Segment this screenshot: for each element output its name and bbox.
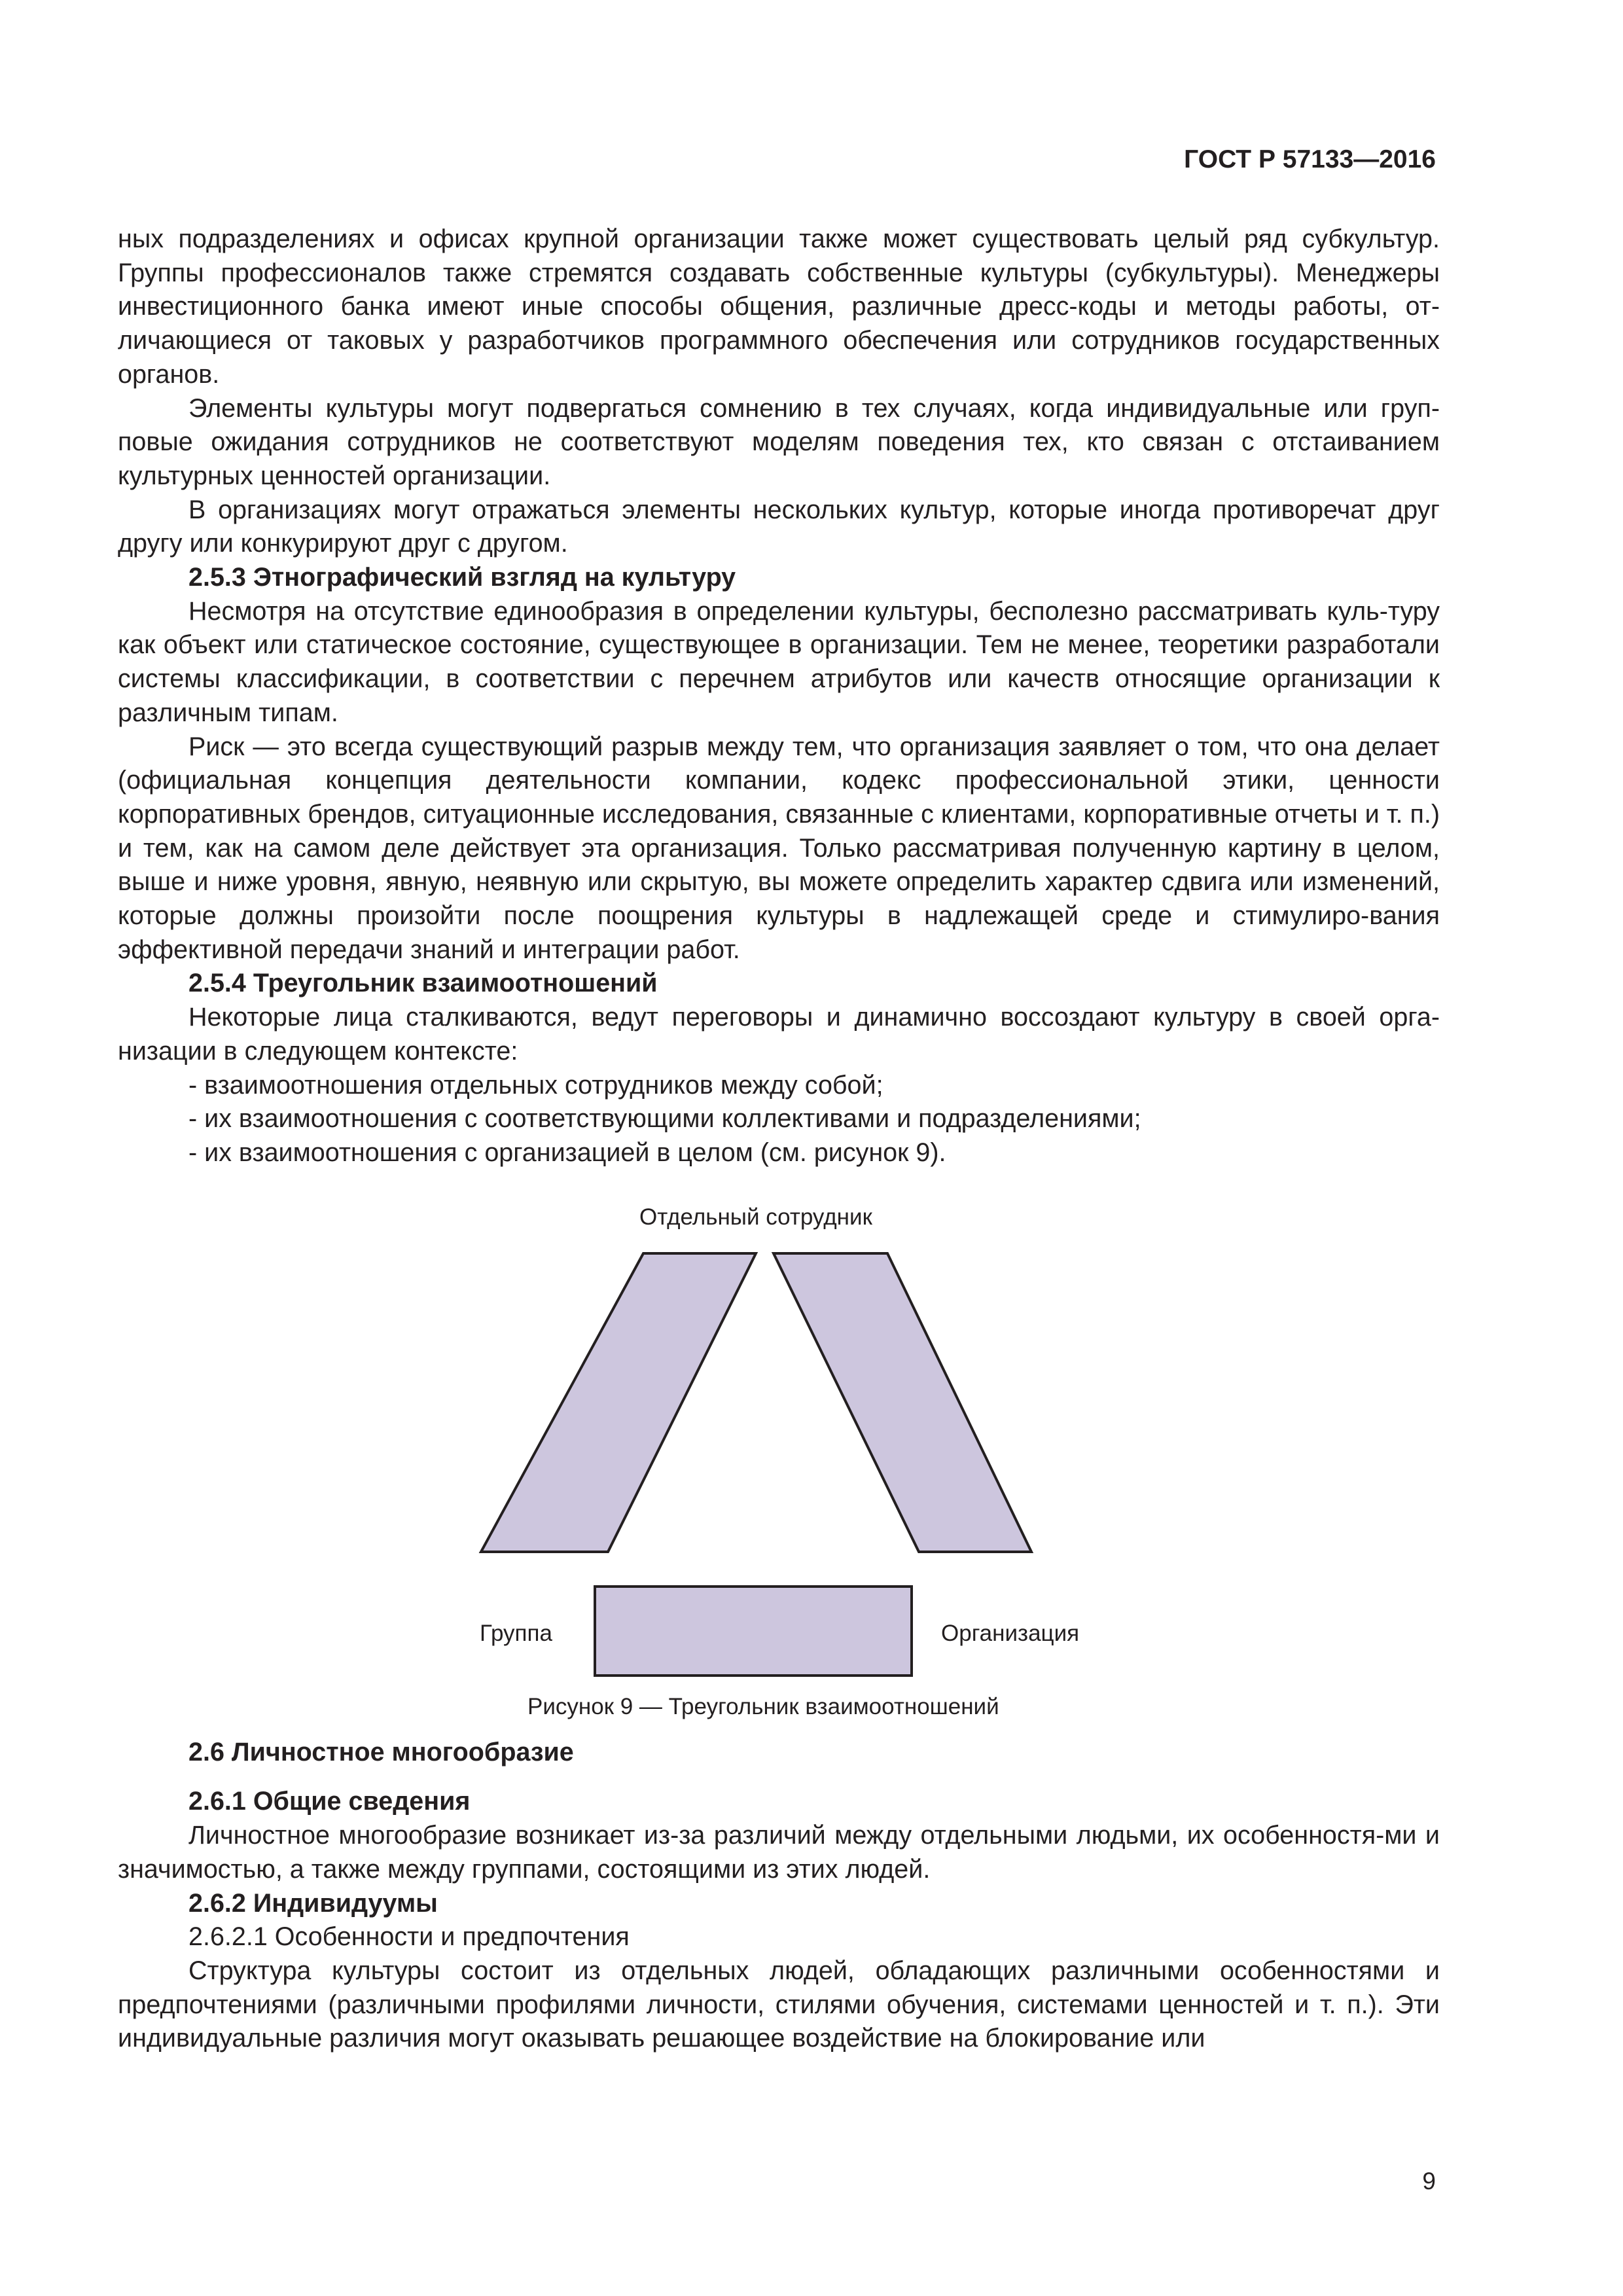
section-heading-2-5-3: 2.5.3 Этнографический взгляд на культуру — [188, 563, 736, 592]
section-heading-2-6: 2.6 Личностное многообразие — [188, 1737, 574, 1767]
figure-label-organization: Организация — [941, 1620, 1080, 1646]
relationship-triangle-diagram — [118, 1170, 1440, 1720]
list-item: - их взаимоотношения с соответствующими коллективами и подразделениями; — [188, 1104, 1141, 1134]
figure-label-individual: Отдельный сотрудник — [639, 1204, 872, 1230]
list-item: - взаимоотношения отдельных сотрудников между собой; — [188, 1070, 883, 1100]
group-organization-link-shape — [595, 1587, 912, 1676]
individual-organization-link-shape — [774, 1253, 1031, 1552]
paragraph: Риск — это всегда существующий разрыв между тем, что организация заявляет о том, что она делает (официальная концепция деятельности компании, кодекс профессиональной этики, ценности корпоративных брендов, ситуационные исследования, связанные с клиентами, корпоративные отчеты и т. п.) и тем, как на самом деле действует эта организация. Только рассматривая полученную картину в целом, выше и ниже уровня, явную, неявную или скрытую, вы можете определить характер сдвига или изменений, которые должны произойти после поощрения культуры в надлежащей среде и стимулиро-вания эффективной передачи знаний и интеграции работ. — [118, 732, 1440, 964]
figure-caption: Рисунок 9 — Треугольник взаимоотношений — [527, 1693, 999, 1719]
document-header: ГОСТ Р 57133—2016 — [1184, 145, 1436, 173]
figure-relationship-triangle — [118, 1170, 1440, 1720]
subsection-heading-2-6-2-1: 2.6.2.1 Особенности и предпочтения — [188, 1922, 630, 1952]
paragraph: ных подразделениях и офисах крупной организации также может существовать целый ряд субкультур. Группы профессионалов также стремятся создавать собственные культуры (субкультуры). Менеджеры инвестиционного банка имеют иные способы общения, различные дресс-коды и методы работы, от-личающиеся от таковых у разработчиков программного обеспечения или сотрудников государственных органов. — [118, 224, 1440, 389]
paragraph: Несмотря на отсутствие единообразия в определении культуры, бесполезно рассматривать куль-туру как объект или статическое состояние, существующее в организации. Тем не менее, теоретики разработали системы классификации, в соответствии с перечнем атрибутов или качеств относящие организации к различным типам. — [118, 596, 1440, 727]
section-heading-2-5-4: 2.5.4 Треугольник взаимоотношений — [188, 969, 658, 998]
paragraph: Некоторые лица сталкиваются, ведут переговоры и динамично воссоздают культуру в своей орга-низации в следующем контексте: — [118, 1003, 1440, 1066]
figure-label-group: Группа — [480, 1620, 552, 1646]
page-content — [118, 223, 1440, 2056]
paragraph: Структура культуры состоит из отдельных людей, обладающих различными особенностями и предпочтениями (различными профилями личности, стилями обучения, системами ценностей и т. п.). Эти индивидуальные различия могут оказывать решающее воздействие на блокирование или — [118, 1956, 1440, 2053]
section-heading-2-6-1: 2.6.1 Общие сведения — [188, 1787, 471, 1816]
paragraph: Личностное многообразие возникает из-за различий между отдельными людьми, их особенностя-ми и значимостью, а также между группами, состоящими из этих людей. — [118, 1821, 1440, 1884]
paragraph: Элементы культуры могут подвергаться сомнению в тех случаях, когда индивидуальные или груп-повые ожидания сотрудников не соответствуют моделям поведения тех, кто связан с отстаиванием культурных ценностей организации. — [118, 393, 1440, 490]
section-heading-2-6-2: 2.6.2 Индивидуумы — [188, 1888, 438, 1918]
individual-group-link-shape — [481, 1253, 756, 1552]
paragraph: В организациях могут отражаться элементы нескольких культур, которые иногда противоречат друг другу или конкурируют друг с другом. — [118, 495, 1440, 558]
list-item: - их взаимоотношения с организацией в целом (см. рисунок 9). — [188, 1138, 946, 1167]
page-number: 9 — [1422, 2168, 1436, 2195]
